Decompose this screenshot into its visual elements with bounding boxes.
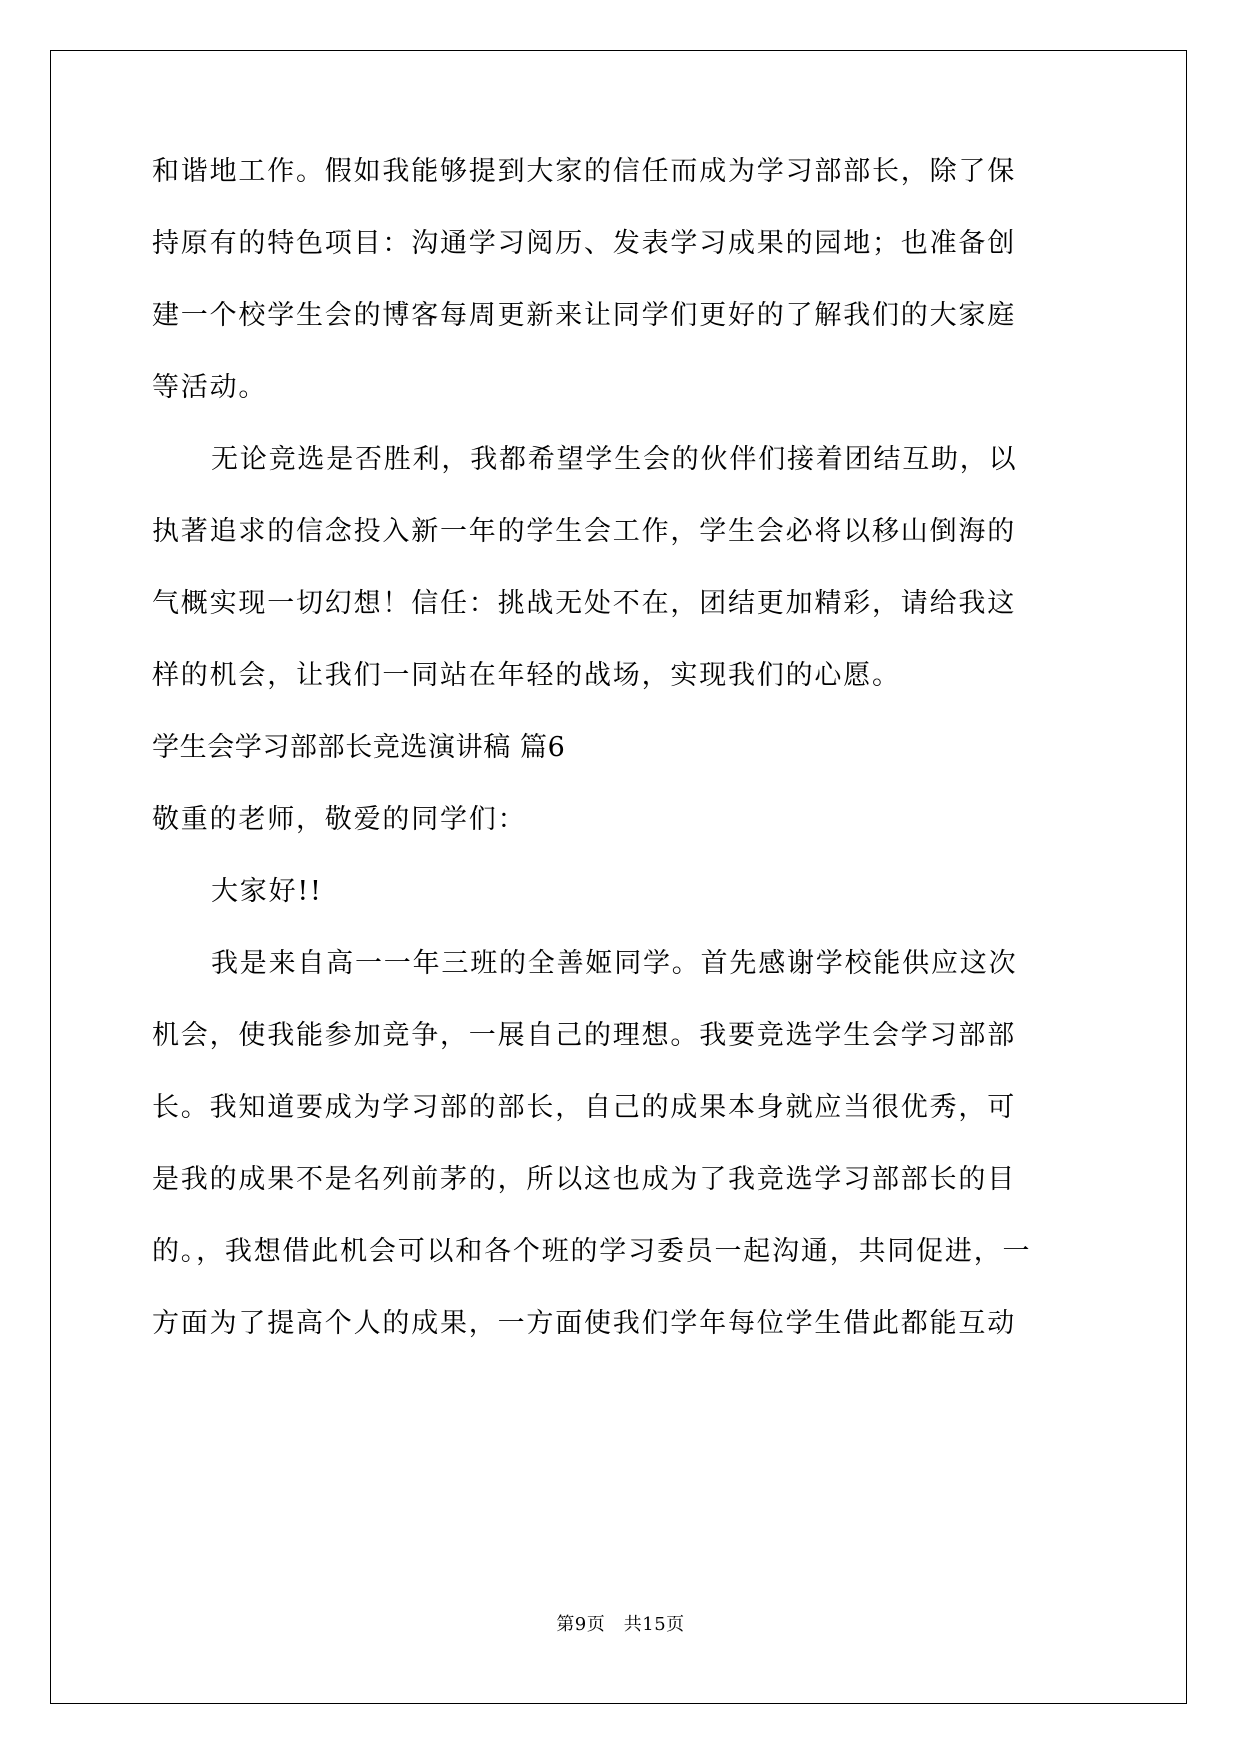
salutation: 敬重的老师，敬爱的同学们：: [152, 804, 527, 835]
section-heading: 学生会学习部部长竞选演讲稿 篇6: [152, 732, 566, 763]
paragraph-line: 长。我知道要成为学习部的部长，自己的成果本身就应当很优秀，可: [152, 1092, 1016, 1123]
paragraph-line: 持原有的特色项目：沟通学习阅历、发表学习成果的园地；也准备创: [152, 228, 1016, 259]
paragraph-line: 气概实现一切幻想！信任：挑战无处不在，团结更加精彩，请给我这: [152, 588, 1016, 619]
paragraph-line: 执著追求的信念投入新一年的学生会工作，学生会必将以移山倒海的: [152, 516, 1016, 547]
paragraph-line: 和谐地工作。假如我能够提到大家的信任而成为学习部部长，除了保: [152, 156, 1016, 187]
paragraph-line: 等活动。: [152, 372, 268, 403]
paragraph-line: 方面为了提高个人的成果，一方面使我们学年每位学生借此都能互动: [152, 1308, 1016, 1339]
paragraph-line: 无论竞选是否胜利，我都希望学生会的伙伴们接着团结互助，以: [211, 444, 1018, 475]
greeting: 大家好!!: [211, 876, 323, 907]
paragraph-line: 机会，使我能参加竞争，一展自己的理想。我要竞选学生会学习部部: [152, 1020, 1016, 1051]
paragraph-line: 是我的成果不是名列前茅的，所以这也成为了我竞选学习部部长的目: [152, 1164, 1016, 1195]
paragraph-line: 样的机会，让我们一同站在年轻的战场，实现我们的心愿。: [152, 660, 901, 691]
page-footer: 第9页 共15页: [556, 1614, 685, 1635]
paragraph-line: 建一个校学生会的博客每周更新来让同学们更好的了解我们的大家庭: [152, 300, 1016, 331]
paragraph-line: 我是来自高一一年三班的全善姬同学。首先感谢学校能供应这次: [211, 948, 1018, 979]
paragraph-line: 的。，我想借此机会可以和各个班的学习委员一起沟通，共同促进，一: [152, 1236, 1032, 1267]
